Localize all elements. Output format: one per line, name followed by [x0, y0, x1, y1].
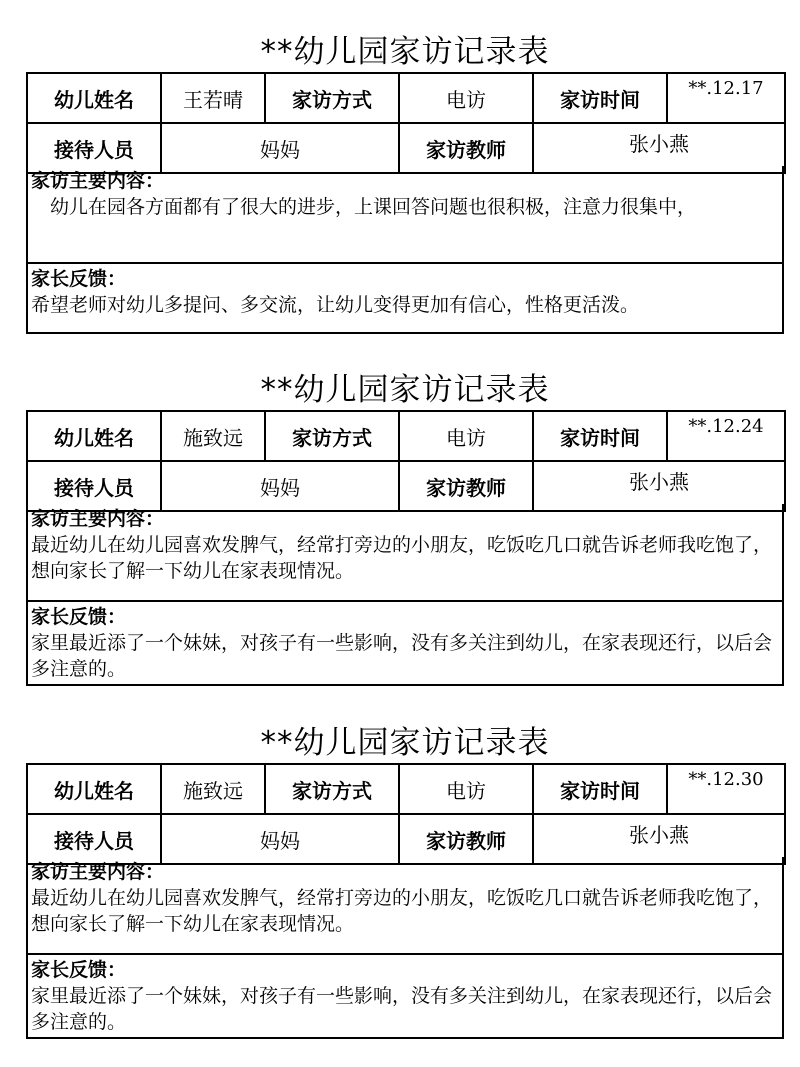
- visit-content-label: 家访主要内容：: [31, 508, 165, 530]
- receiver-label: 接待人员: [27, 814, 161, 864]
- visit-method-label: 家访方式: [265, 411, 399, 461]
- visit-method-label: 家访方式: [265, 764, 399, 814]
- record-title: **幼儿园家访记录表: [260, 372, 550, 408]
- visit-time-label: 家访时间: [533, 764, 667, 814]
- visit-time-label: 家访时间: [533, 73, 667, 123]
- parent-feedback-text: 家里最近添了一个妹妹，对孩子有一些影响，没有多关注到幼儿，在家表现还行，以后会多注意的。: [31, 632, 773, 680]
- teacher-label: 家访教师: [399, 123, 533, 173]
- record-title: **幼儿园家访记录表: [260, 725, 550, 761]
- child-name-label: 幼儿姓名: [27, 73, 161, 123]
- child-name-value: 施致远: [161, 764, 265, 814]
- visit-time-value: **.12.30: [667, 764, 785, 814]
- visit-time-value: **.12.17: [667, 73, 785, 123]
- receiver-label: 接待人员: [27, 461, 161, 511]
- visit-time-label: 家访时间: [533, 411, 667, 461]
- visit-method-value: 电访: [399, 764, 533, 814]
- visit-method-value: 电访: [399, 73, 533, 123]
- visit-content-section: [26, 504, 784, 602]
- child-name-value: 王若晴: [161, 73, 265, 123]
- parent-feedback-label: 家长反馈：: [31, 959, 127, 981]
- record-info-table: [26, 763, 786, 865]
- visit-content-text: 最近幼儿在幼儿园喜欢发脾气，经常打旁边的小朋友，吃饭吃几口就告诉老师我吃饱了，想向家长了解一下幼儿在家表现情况。: [31, 534, 773, 582]
- parent-feedback-section: [26, 955, 784, 1039]
- teacher-value: 张小燕: [533, 814, 785, 864]
- parent-feedback-label: 家长反馈：: [31, 268, 127, 290]
- parent-feedback-text: 希望老师对幼儿多提问、多交流，让幼儿变得更加有信心，性格更活泼。: [31, 294, 640, 316]
- visit-time-value: **.12.24: [667, 411, 785, 461]
- receiver-value: 妈妈: [161, 461, 399, 511]
- visit-method-value: 电访: [399, 411, 533, 461]
- child-name-label: 幼儿姓名: [27, 411, 161, 461]
- parent-feedback-label: 家长反馈：: [31, 606, 127, 628]
- visit-content-section: [26, 857, 784, 955]
- teacher-label: 家访教师: [399, 814, 533, 864]
- record-info-table: [26, 410, 786, 512]
- receiver-value: 妈妈: [161, 814, 399, 864]
- visit-content-label: 家访主要内容：: [31, 861, 165, 883]
- child-name-value: 施致远: [161, 411, 265, 461]
- visit-content-section: [26, 166, 784, 264]
- visit-content-text: 最近幼儿在幼儿园喜欢发脾气，经常打旁边的小朋友，吃饭吃几口就告诉老师我吃饱了，想向家长了解一下幼儿在家表现情况。: [31, 887, 773, 935]
- receiver-value: 妈妈: [161, 123, 399, 173]
- visit-content-label: 家访主要内容：: [31, 170, 165, 192]
- parent-feedback-section: [26, 602, 784, 686]
- record-title: **幼儿园家访记录表: [260, 34, 550, 70]
- parent-feedback-text: 家里最近添了一个妹妹，对孩子有一些影响，没有多关注到幼儿，在家表现还行，以后会多注意的。: [31, 985, 773, 1033]
- receiver-label: 接待人员: [27, 123, 161, 173]
- visit-method-label: 家访方式: [265, 73, 399, 123]
- teacher-value: 张小燕: [533, 461, 785, 511]
- parent-feedback-section: [26, 264, 784, 334]
- visit-content-text: 幼儿在园各方面都有了很大的进步，上课回答问题也很积极，注意力很集中，: [31, 196, 697, 218]
- teacher-label: 家访教师: [399, 461, 533, 511]
- record-info-table: [26, 72, 786, 174]
- teacher-value: 张小燕: [533, 123, 785, 173]
- child-name-label: 幼儿姓名: [27, 764, 161, 814]
